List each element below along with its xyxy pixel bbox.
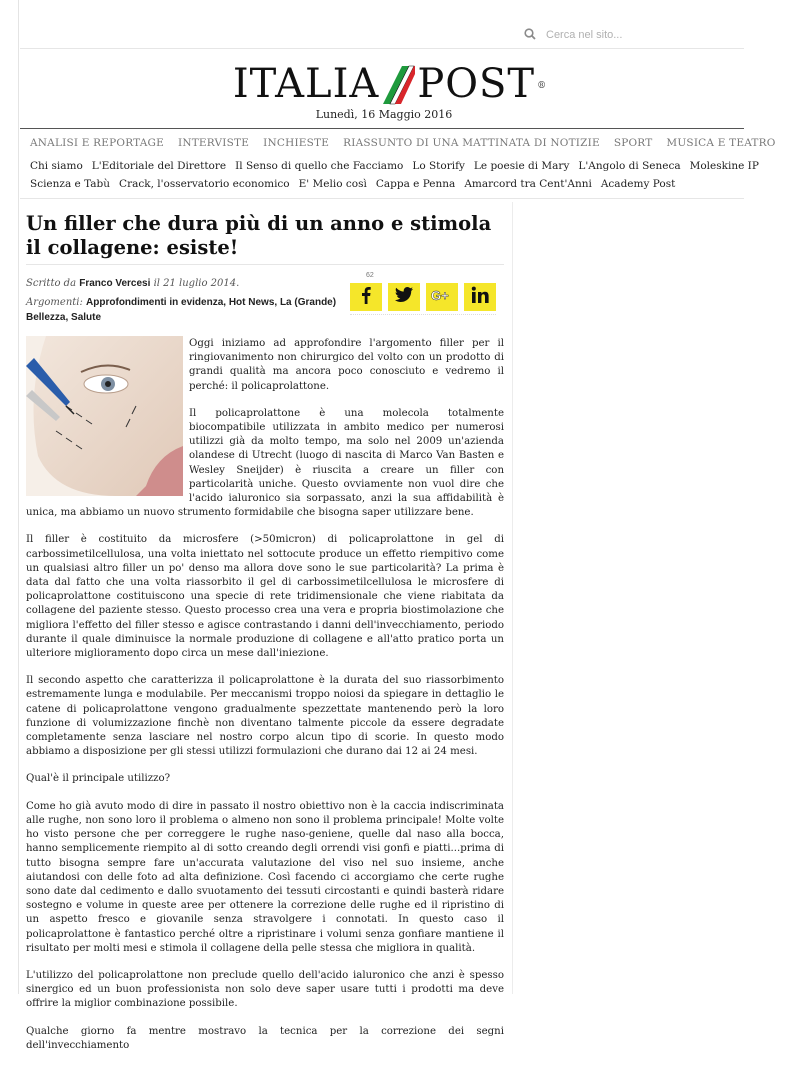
logo-slash-icon	[381, 64, 415, 104]
article-paragraph: Il secondo aspetto che caratterizza il policaprolattone è la durata del suo riassorbimento estremamente lunga e modulabile. Per meccanismi troppo noiosi da spiegare in dettaglio le catene di policaprolattone vengono gradualmente spezzettate mantenendo però la loro funzione di volumizzazione finchè non diventano talmente piccole da essere degradate completamente senza lasciare nel nostro corpo alcun tipo di scorie. In questo modo abbiamo a disposizione per gli stessi utilizzi formulazioni che durano dai 12 ai 24 mesi.	[26, 675, 504, 758]
sidebar-divider	[512, 202, 513, 994]
twitter-share-button[interactable]	[388, 283, 420, 311]
site-logo[interactable]	[0, 61, 768, 107]
subnav-scienza-tabu[interactable]: Scienza e Tabù	[30, 178, 111, 190]
divider	[26, 264, 504, 265]
divider	[350, 314, 496, 315]
subnav-academy-post[interactable]: Academy Post	[600, 178, 676, 190]
article-body	[26, 337, 504, 1066]
article-paragraph: Oggi iniziamo ad approfondire l'argomento filler per il ringiovanimento non chirurgico del volto con un prodotto di grandi qualità ma ancora poco conosciuto e vedremo il perché: il policaprolattone.	[189, 338, 504, 392]
search-box[interactable]	[524, 25, 744, 45]
divider	[20, 198, 744, 199]
subnav-storify[interactable]: Lo Storify	[412, 160, 465, 172]
subnav-crack[interactable]: Crack, l'osservatorio economico	[119, 178, 290, 190]
registered-mark: ®	[537, 81, 548, 91]
divider	[20, 48, 744, 49]
article-paragraph: Il filler è costituito da microsfere (>50micron) di policaprolattone in gel di carbossimetilcellulosa, una volta iniettato nel sottocute produce un effetto riempitivo come un qualsiasi altro filler un po' denso ma allora dove sono le sue particolarità? La prima è data dal fatto che una volta riassorbito il gel di carbossimetilcellulosa le microsfere di policaprolattone costituiscono una specie di rete tridimensionale che viene riabitata da collagene del paziente stesso. Questo processo crea una vera e propria biostimolazione che migliora l'effetto del filler stesso e agisce contrastando i danni dell'invecchiamento, periodo durante il quale diminuisce la normale produzione di collagene e all'atto pratico porta un ulteriore miglioramento dopo circa un mese dall'iniezione.	[26, 534, 504, 660]
nav-interviste[interactable]: INTERVISTE	[177, 137, 250, 149]
subnav-senso[interactable]: Il Senso di quello che Facciamo	[235, 160, 404, 172]
author-link[interactable]: Franco Vercesi	[79, 278, 151, 289]
sub-nav-primary	[30, 160, 768, 172]
main-nav	[30, 137, 790, 149]
linkedin-icon	[471, 286, 489, 309]
facebook-share-button[interactable]	[350, 283, 382, 311]
nav-riassunto[interactable]: RIASSUNTO DI UNA MATTINATA DI NOTIZIE	[343, 137, 600, 149]
google-plus-icon	[431, 288, 453, 307]
nav-analisi-e-reportage[interactable]: ANALISI E REPORTAGE	[30, 137, 164, 149]
topics-links[interactable]: Approfondimenti in evidenza, Hot News, La (Grande) Bellezza, Salute	[26, 297, 337, 323]
share-buttons	[350, 283, 496, 311]
topics-label: Argomenti:	[26, 297, 83, 308]
article-title: Un filler che dura più di un anno e stimola il collagene: esiste!	[26, 212, 492, 259]
written-by-label: Scritto da	[26, 278, 77, 289]
logo-text-right: POST	[417, 61, 536, 107]
logo-text-left: ITALIA	[232, 61, 380, 107]
google-plus-share-button[interactable]	[426, 283, 458, 311]
publish-date: il 21 luglio 2014.	[153, 278, 240, 289]
article-paragraph: L'utilizzo del policaprolattone non preclude quello dell'acido ialuronico che anzi è spesso sinergico ed un buon professionista non solo deve saper usare tutti i prodotti ma deve offrire la miglior combinazione possibile.	[26, 969, 504, 1010]
share-count: 62	[366, 272, 374, 279]
article-paragraph: Qualche giorno fa mentre mostravo la tecnica per la correzione dei segni dell'invecchiamento	[26, 1025, 504, 1051]
search-input[interactable]	[546, 29, 736, 41]
article-paragraph: Il policaprolattone è una molecola totalmente biocompatibile utilizzata in ambito medico per numerosi utilizzi già da molto tempo, ma solo nel 2009 un'azienda olandese di Utrecht (luogo di nascita di Marco Van Basten e Wesley Sneijder) è riuscita a creare un filler con particolarità uniche. Questo ovviamente non vuol dire che l'acido ialuronico sia sorpassato, anzi la sua affidabilità è unica, ma abbiamo un nuovo strumento formidabile che bisogna saper utilizzare bene.	[26, 407, 504, 519]
facebook-icon	[358, 286, 374, 309]
linkedin-share-button[interactable]	[464, 283, 496, 311]
page-border-left	[18, 0, 19, 994]
subnav-chi-siamo[interactable]: Chi siamo	[30, 160, 83, 172]
nav-musica-e-teatro[interactable]: MUSICA E TEATRO	[666, 137, 776, 149]
svg-text:G+: G+	[431, 287, 449, 303]
subnav-editoriale[interactable]: L'Editoriale del Direttore	[91, 160, 227, 172]
subnav-poesie-mary[interactable]: Le poesie di Mary	[473, 160, 570, 172]
article-meta	[26, 276, 344, 325]
search-icon[interactable]	[524, 28, 538, 42]
subnav-cappa-penna[interactable]: Cappa e Penna	[375, 178, 456, 190]
subnav-angolo-seneca[interactable]: L'Angolo di Seneca	[578, 160, 681, 172]
article-paragraph: Come ho già avuto modo di dire in passato il nostro obiettivo non è la caccia indiscriminata alle rughe, non sono loro il problema o almeno non sono il problema principale! Molte volte ho visto persone che per correggere le rughe naso-geniene, quelle dal naso alla bocca, hanno semplicemente riempito al di sotto creando degli orrendi visi gonfi e piatti...prima di tutto bisogna sempre fare un'accurata valutazione del viso nel suo insieme, anche aiutandosi con delle foto ad alta definizione. Così facendo ci accorgiamo che certe rughe sono date dal cedimento e dallo svuotamento dei tessuti circostanti e quindi basterà ridare sostegno e volume in queste aree per ottenere la correzione delle rughe ed il ripristino di un aspetto fresco e giovanile senza stravolgere i connotati. In questo caso il policaprolattone è fantastico perché oltre a ripristinare i volumi senza gonfiare mantiene il risultato per molti mesi e stimola il collagene della pelle stessa che migliora in qualità.	[26, 800, 504, 954]
subnav-moleskine[interactable]: Moleskine IP	[689, 160, 759, 172]
article-subheading: Qual'è il principale utilizzo?	[26, 773, 171, 785]
nav-sport[interactable]: SPORT	[613, 137, 653, 149]
nav-inchieste[interactable]: INCHIESTE	[263, 137, 330, 149]
twitter-icon	[395, 287, 413, 307]
image-spacer	[26, 337, 189, 493]
sub-nav-secondary	[30, 178, 684, 190]
header-rule	[20, 128, 744, 129]
subnav-melio-cosi[interactable]: E' Melio così	[298, 178, 367, 190]
subnav-amarcord[interactable]: Amarcord tra Cent'Anni	[464, 178, 592, 190]
current-date: Lunedì, 16 Maggio 2016	[315, 108, 453, 121]
